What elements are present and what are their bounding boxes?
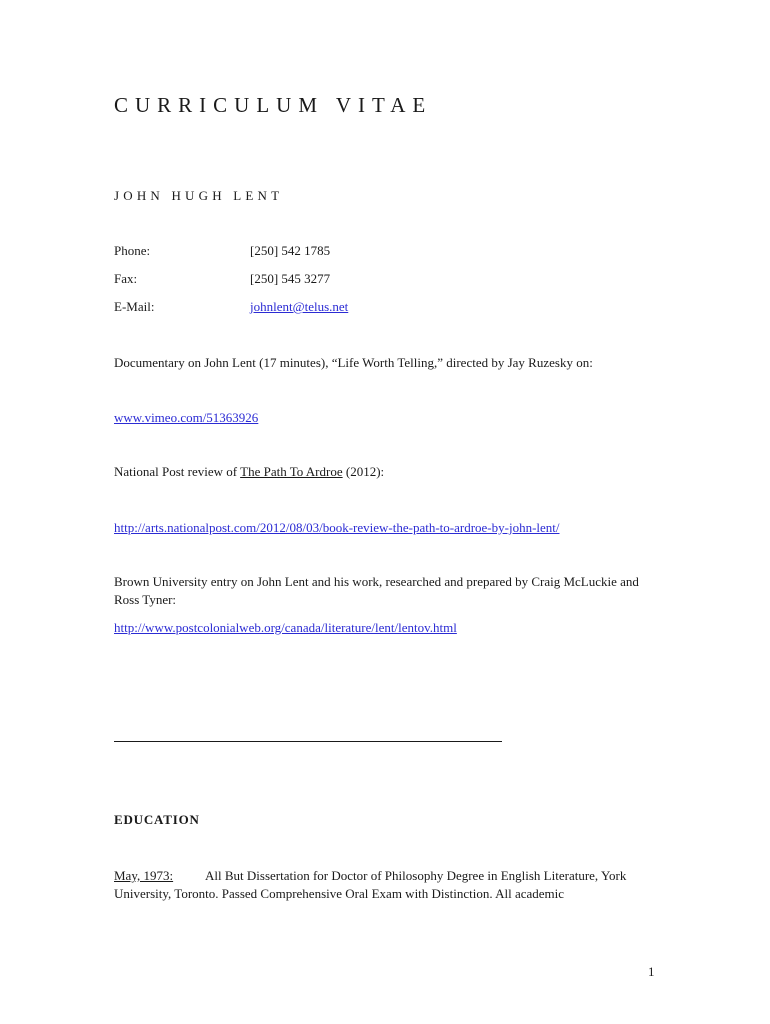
brown-link-line [114, 619, 457, 636]
documentary-text: Documentary on John Lent (17 minutes), “Life Worth Telling,” directed by Jay Ruzesky on: [114, 355, 593, 370]
phone-label: Phone: [114, 243, 151, 258]
documentary-link-line [114, 409, 258, 426]
phone-value: [250] 542 1785 [250, 243, 331, 258]
education-date: May, 1973: [114, 868, 174, 883]
person-name: JOHN HUGH LENT [114, 188, 284, 203]
horizontal-rule [114, 741, 502, 742]
fax-label: Fax: [114, 271, 138, 286]
review-prefix: National Post review of [114, 464, 241, 479]
education-line2: University, Toronto. Passed Comprehensive Oral Exam with Distinction. All academic [114, 886, 565, 901]
review-link-line [114, 519, 560, 536]
postcolonialweb-link[interactable]: http://www.postcolonialweb.org/canada/literature/lent/lentov.html [114, 620, 457, 635]
education-heading: EDUCATION [114, 812, 200, 827]
national-post-link[interactable]: http://arts.nationalpost.com/2012/08/03/book-review-the-path-to-ardroe-by-john-lent/ [114, 520, 560, 535]
review-text [114, 463, 384, 480]
document-title: CURRICULUM VITAE [114, 93, 433, 117]
brown-text-line1: Brown University entry on John Lent and his work, researched and prepared by Craig McLuckie and [114, 574, 639, 589]
education-text1: All But Dissertation for Doctor of Philosophy Degree in English Literature, York [205, 868, 627, 883]
review-suffix: (2012): [342, 464, 385, 479]
book-title: The Path To Ardroe [240, 464, 343, 479]
vimeo-link[interactable]: www.vimeo.com/51363926 [114, 410, 259, 425]
page-number: 1 [648, 964, 655, 979]
education-line1 [114, 867, 626, 884]
email-label: E-Mail: [114, 299, 155, 314]
email-link[interactable]: johnlent@telus.net [250, 299, 349, 314]
brown-text-line2: Ross Tyner: [114, 592, 177, 607]
fax-value: [250] 545 3277 [250, 271, 331, 286]
